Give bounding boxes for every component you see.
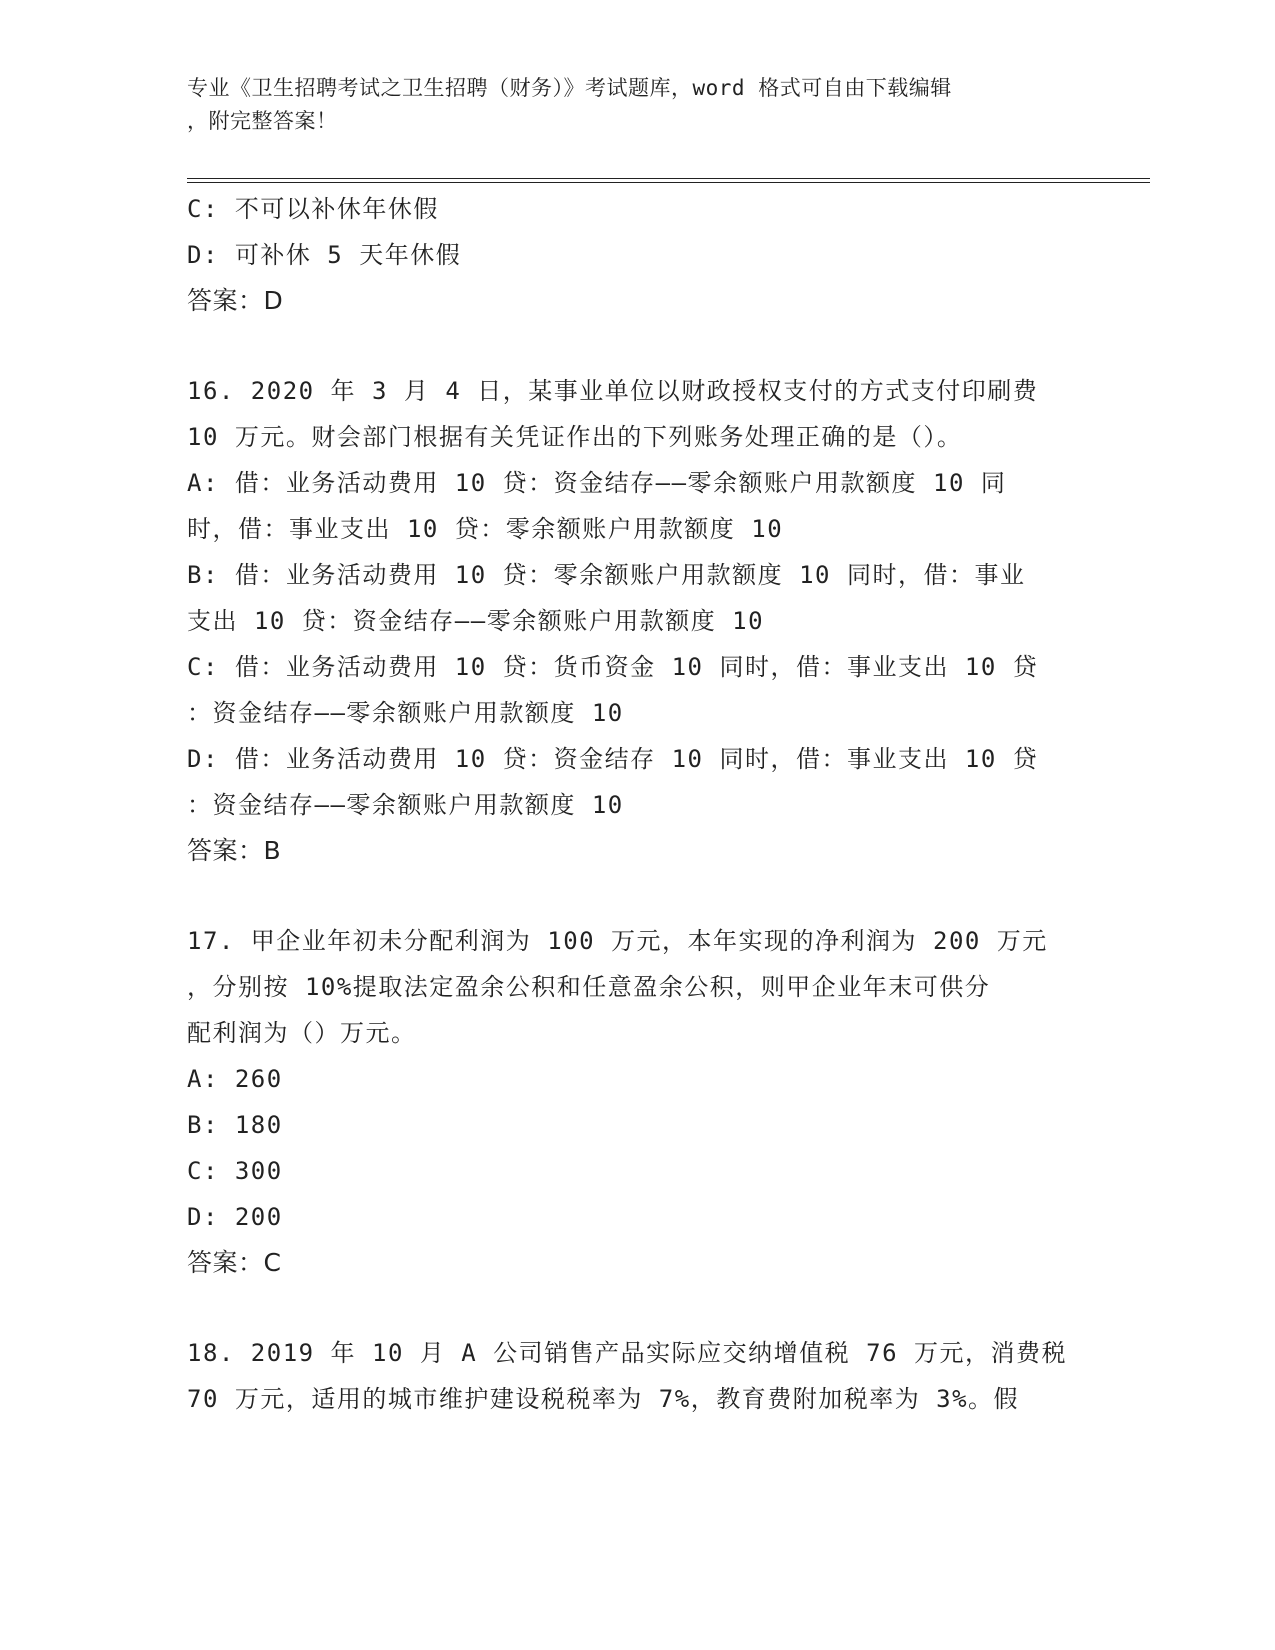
option-c: C: 不可以补休年休假 — [187, 195, 439, 223]
option-a: A: 借：业务活动费用 10 贷：资金结存——零余额账户用款额度 10 同 — [187, 469, 1007, 497]
answer-line: 答案：C — [187, 1248, 282, 1277]
option-a-continued: 时，借：事业支出 10 贷：零余额账户用款额度 10 — [187, 515, 784, 543]
question-stem-line: 17. 甲企业年初未分配利润为 100 万元，本年实现的净利润为 200 万元 — [187, 927, 1048, 955]
option-b-continued: 支出 10 贷：资金结存——零余额账户用款额度 10 — [187, 607, 765, 635]
header-divider-top — [187, 178, 1150, 179]
answer-line: 答案：B — [187, 836, 282, 865]
option-d-continued: ：资金结存——零余额账户用款额度 10 — [187, 791, 624, 819]
option-c: C: 借：业务活动费用 10 贷：货币资金 10 同时，借：事业支出 10 贷 — [187, 653, 1039, 681]
option-d: D: 可补休 5 天年休假 — [187, 241, 462, 269]
spacer — [187, 1286, 1087, 1330]
option-b: B: 借：业务活动费用 10 贷：零余额账户用款额度 10 同时，借：事业 — [187, 561, 1026, 589]
option-d: D: 借：业务活动费用 10 贷：资金结存 10 同时，借：事业支出 10 贷 — [187, 745, 1039, 773]
option-d: D: 200 — [187, 1203, 283, 1231]
option-c-continued: ：资金结存——零余额账户用款额度 10 — [187, 699, 624, 727]
question-16 — [187, 368, 1087, 874]
answer-line: 答案：D — [187, 286, 284, 315]
header-divider-bottom — [187, 182, 1150, 183]
question-17 — [187, 918, 1087, 1286]
spacer — [187, 324, 1087, 368]
question-stem-line: 16. 2020 年 3 月 4 日，某事业单位以财政授权支付的方式支付印刷费 — [187, 377, 1039, 405]
question-content — [187, 186, 1087, 1422]
header-title-line-2: ，附完整答案！ — [187, 109, 338, 133]
question-stem-line: ，分别按 10%提取法定盈余公积和任意盈余公积，则甲企业年末可供分 — [187, 973, 991, 1001]
question-stem-line: 配利润为（）万元。 — [187, 1019, 417, 1047]
option-a: A: 260 — [187, 1065, 283, 1093]
option-b: B: 180 — [187, 1111, 283, 1139]
question-15-tail — [187, 186, 1087, 324]
question-stem-line: 10 万元。财会部门根据有关凭证作出的下列账务处理正确的是（）。 — [187, 423, 963, 451]
question-stem-line: 70 万元，适用的城市维护建设税税率为 7%，教育费附加税率为 3%。假 — [187, 1385, 1020, 1413]
document-header — [187, 72, 1087, 138]
header-title-line-1: 专业《卫生招聘考试之卫生招聘（财务）》考试题库，word 格式可自由下载编辑 — [187, 76, 952, 100]
question-18 — [187, 1330, 1087, 1422]
option-c: C: 300 — [187, 1157, 283, 1185]
question-stem-line: 18. 2019 年 10 月 A 公司销售产品实际应交纳增值税 76 万元，消费税 — [187, 1339, 1067, 1367]
spacer — [187, 874, 1087, 918]
